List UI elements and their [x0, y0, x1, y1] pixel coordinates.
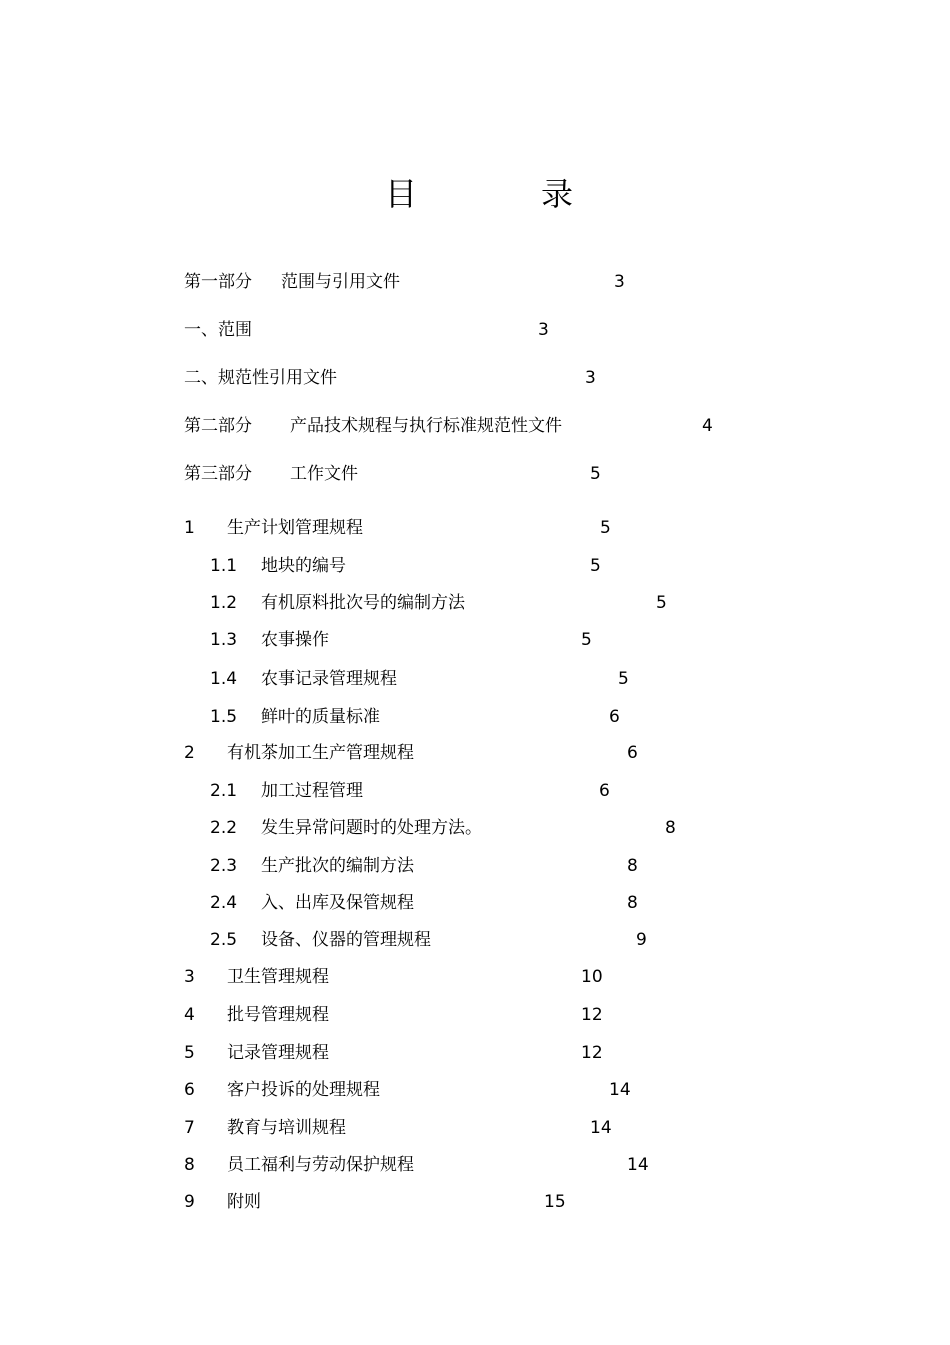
toc-entry	[0, 965, 950, 989]
toc-entry-page: 5	[590, 556, 601, 576]
toc-entry-page: 8	[627, 893, 638, 913]
toc-entry	[0, 628, 950, 652]
toc-entry-page: 6	[599, 781, 610, 801]
toc-entry-number: 1.4	[210, 669, 238, 689]
toc-entry-title: 地块的编号	[261, 556, 346, 576]
title-char-left: 目	[385, 175, 418, 213]
toc-entry-title: 发生异常问题时的处理方法。	[261, 818, 482, 838]
toc-entry-number: 4	[184, 1005, 195, 1025]
toc-entry-page: 3	[614, 272, 625, 292]
toc-entry-number: 7	[184, 1118, 195, 1138]
toc-entry	[0, 462, 950, 486]
toc-entry-title: 卫生管理规程	[227, 967, 329, 987]
toc-entry-title: 生产计划管理规程	[227, 518, 363, 538]
toc-entry-page: 3	[538, 320, 549, 340]
toc-entry	[0, 318, 950, 342]
title-char-right: 录	[541, 175, 574, 213]
toc-entry-title: 设备、仪器的管理规程	[261, 930, 431, 950]
toc-entry-number: 8	[184, 1155, 195, 1175]
toc-entry-number: 5	[184, 1043, 195, 1063]
toc-entry-number: 2.5	[210, 930, 238, 950]
toc-entry-number: 9	[184, 1192, 195, 1212]
toc-entry-title: 加工过程管理	[261, 781, 363, 801]
toc-entry-page: 3	[585, 368, 596, 388]
toc-entry-number: 1.1	[210, 556, 238, 576]
toc-entry-page: 15	[544, 1192, 566, 1212]
toc-entry-title: 生产批次的编制方法	[261, 856, 414, 876]
toc-entry-number: 第三部分	[184, 464, 252, 484]
toc-entry-page: 14	[590, 1118, 612, 1138]
toc-entry	[0, 854, 950, 878]
toc-entry-page: 5	[656, 593, 667, 613]
toc-entry-page: 14	[609, 1080, 631, 1100]
toc-entry-page: 12	[581, 1043, 603, 1063]
toc-entry-page: 8	[665, 818, 676, 838]
toc-entry	[0, 816, 950, 840]
toc-entry-title: 员工福利与劳动保护规程	[227, 1155, 414, 1175]
toc-entry-page: 5	[618, 669, 629, 689]
toc-entry-page: 9	[636, 930, 647, 950]
toc-entry	[0, 516, 950, 540]
toc-entry-number: 1.2	[210, 593, 238, 613]
toc-entry-title: 记录管理规程	[227, 1043, 329, 1063]
toc-entry	[0, 705, 950, 729]
toc-entry-title: 附则	[227, 1192, 261, 1212]
toc-entry	[0, 741, 950, 765]
toc-entry	[0, 1078, 950, 1102]
toc-entry-number: 2	[184, 743, 195, 763]
toc-entry	[0, 591, 950, 615]
toc-entry-page: 6	[627, 743, 638, 763]
toc-entry	[0, 414, 950, 438]
toc-entry	[0, 1190, 950, 1214]
toc-entry-page: 14	[627, 1155, 649, 1175]
toc-entry-number: 2.3	[210, 856, 238, 876]
toc-entry	[0, 554, 950, 578]
toc-entry-title: 一、范围	[184, 320, 252, 340]
toc-entry	[0, 1041, 950, 1065]
toc-entry-page: 5	[581, 630, 592, 650]
toc-entry-page: 5	[590, 464, 601, 484]
toc-entry-number: 第一部分	[184, 272, 252, 292]
toc-entry	[0, 928, 950, 952]
toc-entry-page: 5	[600, 518, 611, 538]
toc-entry-title: 入、出库及保管规程	[261, 893, 414, 913]
toc-entry-number: 2.4	[210, 893, 238, 913]
toc-entry	[0, 366, 950, 390]
toc-entry-page: 6	[609, 707, 620, 727]
toc-entry-title: 范围与引用文件	[281, 272, 400, 292]
toc-entry-title: 有机茶加工生产管理规程	[227, 743, 414, 763]
toc-entry-title: 二、规范性引用文件	[184, 368, 337, 388]
toc-entry-title: 农事记录管理规程	[261, 669, 397, 689]
toc-entry-number: 3	[184, 967, 195, 987]
toc-entry	[0, 667, 950, 691]
page-title	[0, 172, 950, 216]
toc-entry-number: 1.3	[210, 630, 238, 650]
toc-entry	[0, 1003, 950, 1027]
toc-entry-title: 有机原料批次号的编制方法	[261, 593, 465, 613]
toc-entry-page: 10	[581, 967, 603, 987]
toc-entry-number: 2.1	[210, 781, 238, 801]
toc-entry	[0, 779, 950, 803]
toc-entry-page: 4	[702, 416, 713, 436]
toc-entry-title: 客户投诉的处理规程	[227, 1080, 380, 1100]
toc-entry	[0, 891, 950, 915]
toc-entry	[0, 270, 950, 294]
toc-entry-number: 第二部分	[184, 416, 252, 436]
toc-entry-page: 8	[627, 856, 638, 876]
toc-entry-page: 12	[581, 1005, 603, 1025]
toc-entry-title: 鲜叶的质量标准	[261, 707, 380, 727]
toc-entry	[0, 1153, 950, 1177]
toc-entry	[0, 1116, 950, 1140]
toc-entry-number: 2.2	[210, 818, 238, 838]
toc-entry-title: 农事操作	[261, 630, 329, 650]
toc-entry-title: 教育与培训规程	[227, 1118, 346, 1138]
toc-entry-number: 1.5	[210, 707, 238, 727]
toc-entry-number: 1	[184, 518, 195, 538]
toc-entry-title: 批号管理规程	[227, 1005, 329, 1025]
toc-entry-title: 产品技术规程与执行标准规范性文件	[290, 416, 562, 436]
toc-entry-number: 6	[184, 1080, 195, 1100]
toc-entry-title: 工作文件	[290, 464, 358, 484]
